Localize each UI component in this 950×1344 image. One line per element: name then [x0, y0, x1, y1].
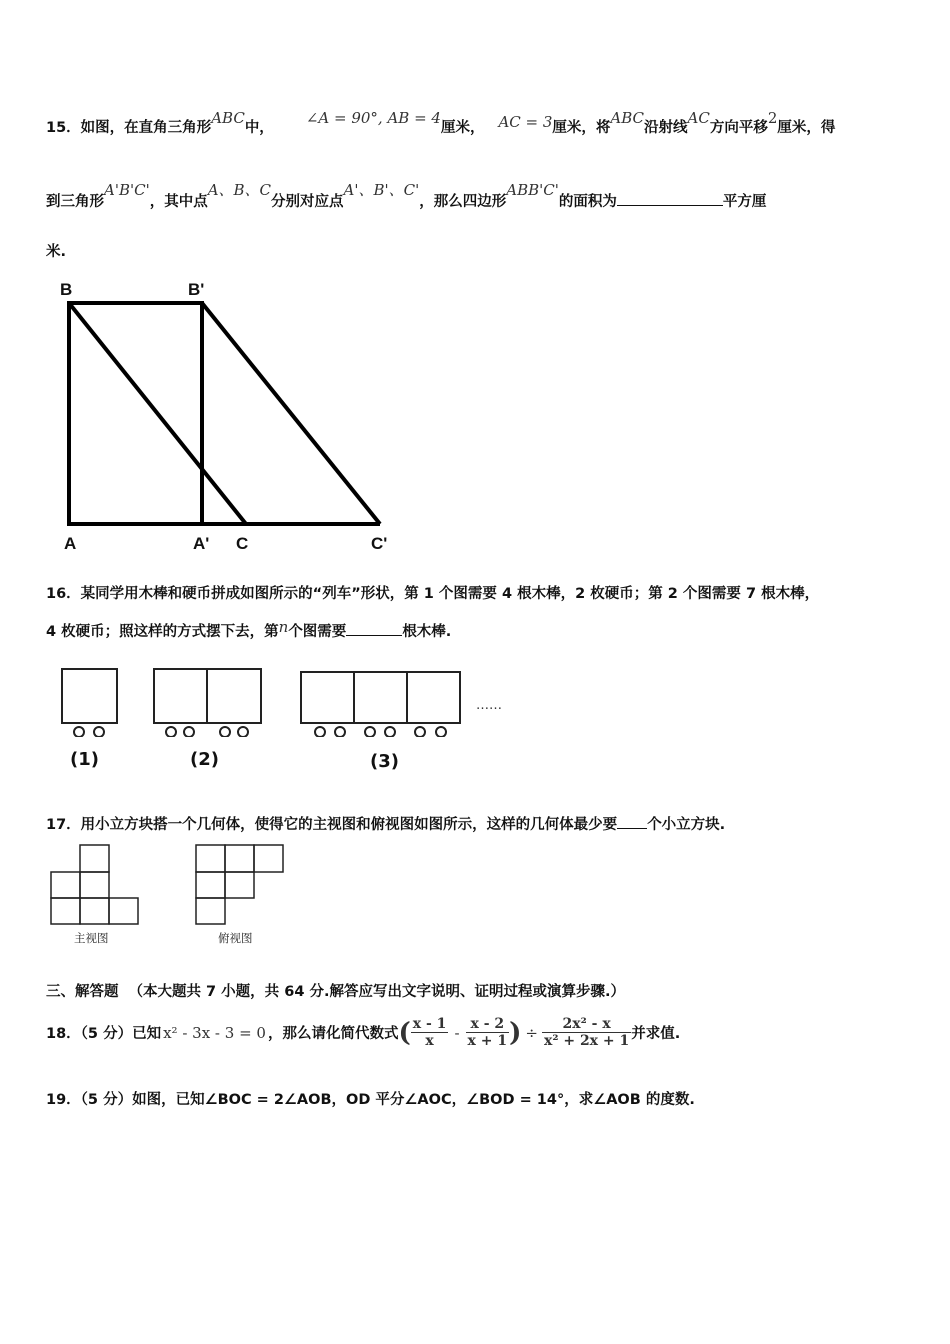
- train3-car: [354, 672, 407, 723]
- math-ac3: AC = 3: [498, 113, 553, 131]
- coin: [74, 727, 84, 737]
- top-view: [193, 842, 293, 927]
- fraction-2: $\frac{x - 2}{x + 1}$: [467, 1016, 508, 1049]
- label-c-prime: C': [371, 534, 388, 553]
- train2-car: [207, 669, 261, 723]
- q16-line1: 16．某同学用木棒和硬币拼成如图所示的“列车”形状，第 1 个图需要 4 根木棒，2 枚硬币；第 2 个图需要 7 根木棒，: [46, 586, 820, 602]
- answer-blank: [617, 814, 647, 829]
- q15-figure: [40, 270, 420, 570]
- coin: [365, 727, 375, 737]
- question-18: 18．（5 分）已知 x² - 3x - 3 = 0 ，那么请化简代数式 ( $\frac{x - 1}{x}$ - $\frac{x - 2}{x + 1}$ ) ÷ $\frac{\text{2x² - x}}{\text{x² + 2x + 1}}$ 并求值.: [46, 1016, 681, 1049]
- fraction-1: $\frac{x - 1}{x}$: [412, 1016, 447, 1049]
- caption-3: (3): [370, 751, 399, 772]
- q16-line2: 4 枚硬币；照这样的方式摆下去，第n个图需要 根木棒.: [46, 618, 452, 640]
- train3-car: [301, 672, 354, 723]
- ellipsis: ……: [476, 698, 502, 713]
- fraction-3: $\frac{\text{2x² - x}}{\text{x² + 2x + 1}}$: [543, 1016, 630, 1049]
- rect-abb'a': [69, 303, 202, 524]
- top-view-caption: 俯视图: [218, 931, 253, 945]
- caption-2: (2): [190, 749, 219, 770]
- math-angle: ∠A = 90°, AB = 4: [305, 109, 441, 127]
- section-3-heading: 三、解答题 （本大题共 7 小题，共 64 分.解答应写出文字说明、证明过程或演算步骤.）: [46, 984, 625, 1000]
- coin: [184, 727, 194, 737]
- q15-line2: 到三角形A'B'C'，其中点A、B、C分别对应点A'、B'、C'，那么四边形ABB'C'的面积为 平方厘: [46, 181, 767, 210]
- segment-b'c': [202, 303, 380, 524]
- coin: [94, 727, 104, 737]
- math-abc: ABC: [211, 109, 245, 127]
- answer-blank: [617, 191, 723, 206]
- label-a-prime: A': [193, 534, 210, 553]
- train-figures: [50, 662, 540, 737]
- q15-line1: 15．如图，在直角三角形ABC中，∠A = 90°, AB = 4厘米， AC = 3厘米，将ABC沿射线AC方向平移2厘米，得: [46, 109, 836, 136]
- label-b: B: [60, 280, 73, 299]
- train1-car: [62, 669, 117, 723]
- label-a: A: [64, 534, 77, 553]
- caption-1: (1): [70, 749, 99, 770]
- coin: [415, 727, 425, 737]
- question-19: 19．（5 分）如图，已知∠BOC = 2∠AOB，OD 平分∠AOC，∠BOD = 14°，求∠AOB 的度数.: [46, 1092, 695, 1108]
- coin: [315, 727, 325, 737]
- coin: [335, 727, 345, 737]
- front-view: [48, 842, 148, 927]
- front-view-caption: 主视图: [74, 931, 109, 945]
- label-b-prime: B': [188, 280, 205, 299]
- coin: [166, 727, 176, 737]
- train2-car: [154, 669, 207, 723]
- segment-bc: [69, 303, 246, 524]
- label-c: C: [236, 534, 249, 553]
- coin: [436, 727, 446, 737]
- coin: [385, 727, 395, 737]
- q17-line: 17．用小立方块搭一个几何体，使得它的主视图和俯视图如图所示，这样的几何体最少要 个小立方块.: [46, 813, 725, 834]
- q15-line3: 米.: [46, 244, 67, 260]
- answer-blank: [346, 621, 402, 636]
- coin: [220, 727, 230, 737]
- math-equation: x² - 3x - 3 = 0: [163, 1023, 266, 1042]
- train3-car: [407, 672, 460, 723]
- coin: [238, 727, 248, 737]
